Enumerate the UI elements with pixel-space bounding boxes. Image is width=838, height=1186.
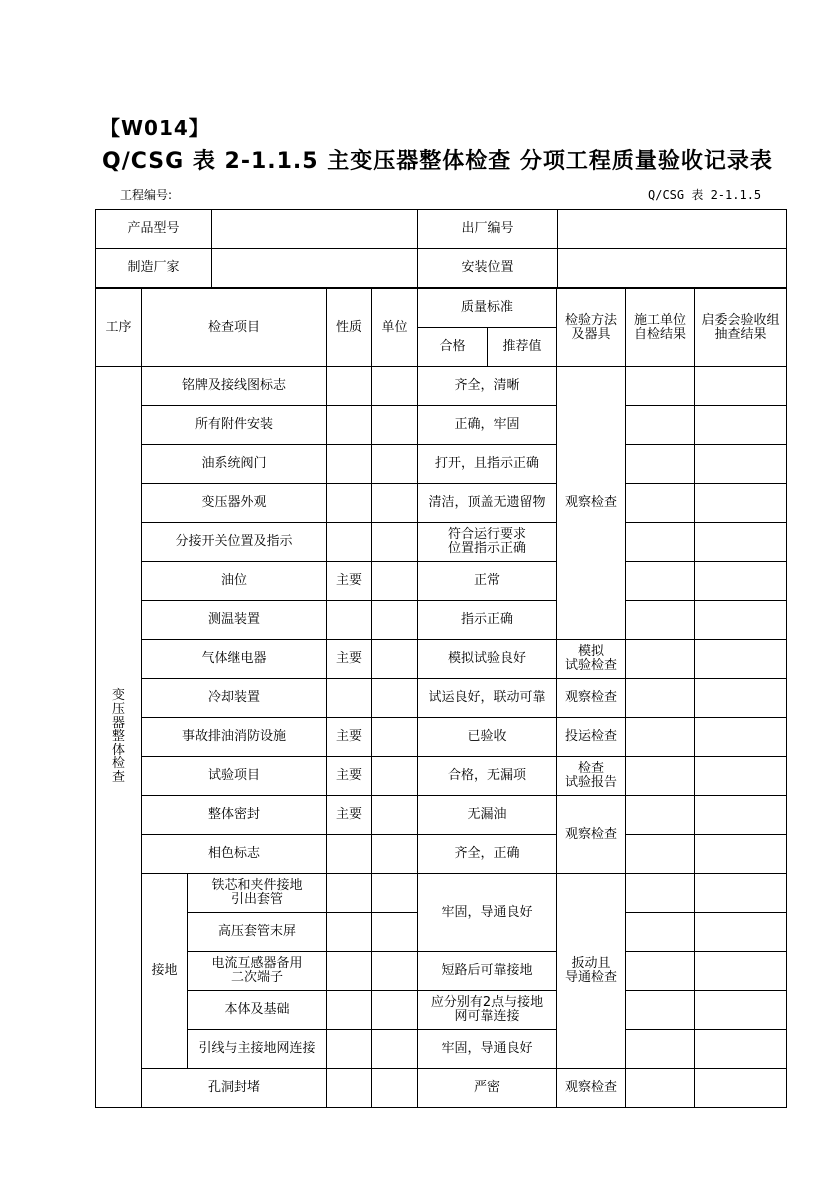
row-nature bbox=[327, 874, 372, 913]
committee-check-cell[interactable] bbox=[695, 484, 787, 523]
committee-check-cell[interactable] bbox=[695, 796, 787, 835]
row-standard: 正常 bbox=[418, 562, 557, 601]
grounding-item: 高压套管末屏 bbox=[188, 913, 327, 952]
header-item: 检查项目 bbox=[142, 289, 327, 367]
self-check-cell[interactable] bbox=[626, 445, 695, 484]
row-standard: 试运良好，联动可靠 bbox=[418, 679, 557, 718]
row-nature bbox=[327, 952, 372, 991]
row-standard: 模拟试验良好 bbox=[418, 640, 557, 679]
row-item: 气体继电器 bbox=[142, 640, 327, 679]
row-item: 相色标志 bbox=[142, 835, 327, 874]
row-item: 试验项目 bbox=[142, 757, 327, 796]
row-standard: 无漏油 bbox=[418, 796, 557, 835]
header-committee-check: 启委会验收组 抽查结果 bbox=[695, 289, 787, 367]
committee-check-cell[interactable] bbox=[695, 835, 787, 874]
row-item: 油位 bbox=[142, 562, 327, 601]
header-process: 工序 bbox=[96, 289, 142, 367]
manufacturer-value[interactable] bbox=[212, 249, 418, 288]
committee-check-cell[interactable] bbox=[695, 562, 787, 601]
committee-check-cell[interactable] bbox=[695, 718, 787, 757]
row-nature bbox=[327, 601, 372, 640]
self-check-cell[interactable] bbox=[626, 913, 695, 952]
committee-check-cell[interactable] bbox=[695, 757, 787, 796]
grounding-label: 接地 bbox=[142, 874, 188, 1069]
committee-check-cell[interactable] bbox=[695, 445, 787, 484]
row-unit[interactable] bbox=[372, 874, 418, 913]
row-item: 整体密封 bbox=[142, 796, 327, 835]
header-unit: 单位 bbox=[372, 289, 418, 367]
grounding-item: 本体及基础 bbox=[188, 991, 327, 1030]
row-unit[interactable] bbox=[372, 640, 418, 679]
self-check-cell[interactable] bbox=[626, 952, 695, 991]
install-location-label: 安装位置 bbox=[418, 249, 558, 288]
row-unit[interactable] bbox=[372, 445, 418, 484]
header-quality-standard: 质量标准 bbox=[418, 289, 557, 328]
method-observe: 观察检查 bbox=[557, 367, 626, 640]
header-recommended: 推荐值 bbox=[488, 328, 557, 367]
row-item: 冷却装置 bbox=[142, 679, 327, 718]
committee-check-cell[interactable] bbox=[695, 913, 787, 952]
row-nature bbox=[327, 679, 372, 718]
row-item: 变压器外观 bbox=[142, 484, 327, 523]
self-check-cell[interactable] bbox=[626, 796, 695, 835]
self-check-cell[interactable] bbox=[626, 757, 695, 796]
row-nature bbox=[327, 1030, 372, 1069]
row-unit[interactable] bbox=[372, 757, 418, 796]
product-model-value[interactable] bbox=[212, 210, 418, 249]
row-item: 孔洞封堵 bbox=[142, 1069, 327, 1108]
row-standard: 打开，且指示正确 bbox=[418, 445, 557, 484]
row-nature bbox=[327, 367, 372, 406]
row-nature bbox=[327, 835, 372, 874]
committee-check-cell[interactable] bbox=[695, 874, 787, 913]
self-check-cell[interactable] bbox=[626, 835, 695, 874]
row-standard: 正确，牢固 bbox=[418, 406, 557, 445]
row-unit[interactable] bbox=[372, 601, 418, 640]
form-reference: Q/CSG 表 2-1.1.5 bbox=[648, 188, 762, 202]
form-code: 【W014】 bbox=[100, 116, 210, 140]
header-method: 检验方法 及器具 bbox=[557, 289, 626, 367]
row-unit[interactable] bbox=[372, 952, 418, 991]
row-item: 所有附件安装 bbox=[142, 406, 327, 445]
committee-check-cell[interactable] bbox=[695, 1030, 787, 1069]
row-nature bbox=[327, 913, 372, 952]
method-observe: 观察检查 bbox=[557, 796, 626, 874]
row-nature: 主要 bbox=[327, 718, 372, 757]
method-simulate: 模拟 试验检查 bbox=[557, 640, 626, 679]
method-run-check: 投运检查 bbox=[557, 718, 626, 757]
method-report: 检查 试验报告 bbox=[557, 757, 626, 796]
row-nature bbox=[327, 1069, 372, 1108]
row-standard: 严密 bbox=[418, 1069, 557, 1108]
row-unit[interactable] bbox=[372, 1069, 418, 1108]
row-unit[interactable] bbox=[372, 835, 418, 874]
row-standard: 符合运行要求 位置指示正确 bbox=[418, 523, 557, 562]
row-standard: 齐全，清晰 bbox=[418, 367, 557, 406]
committee-check-cell[interactable] bbox=[695, 679, 787, 718]
row-standard: 指示正确 bbox=[418, 601, 557, 640]
row-nature: 主要 bbox=[327, 640, 372, 679]
row-unit[interactable] bbox=[372, 523, 418, 562]
self-check-cell[interactable] bbox=[626, 523, 695, 562]
row-unit[interactable] bbox=[372, 991, 418, 1030]
method-vibrate: 扳动且 导通检查 bbox=[557, 874, 626, 1069]
row-item: 分接开关位置及指示 bbox=[142, 523, 327, 562]
row-item: 油系统阀门 bbox=[142, 445, 327, 484]
grounding-item: 电流互感器备用 二次端子 bbox=[188, 952, 327, 991]
row-unit[interactable] bbox=[372, 562, 418, 601]
committee-check-cell[interactable] bbox=[695, 952, 787, 991]
grounding-standard: 应分别有2点与接地 网可靠连接 bbox=[418, 991, 557, 1030]
row-unit[interactable] bbox=[372, 796, 418, 835]
row-nature: 主要 bbox=[327, 796, 372, 835]
row-item: 事故排油消防设施 bbox=[142, 718, 327, 757]
factory-no-label: 出厂编号 bbox=[418, 210, 558, 249]
row-standard: 已验收 bbox=[418, 718, 557, 757]
row-nature bbox=[327, 406, 372, 445]
product-model-label: 产品型号 bbox=[96, 210, 212, 249]
method-observe: 观察检查 bbox=[557, 679, 626, 718]
self-check-cell[interactable] bbox=[626, 484, 695, 523]
row-nature bbox=[327, 523, 372, 562]
row-nature bbox=[327, 991, 372, 1030]
committee-check-cell[interactable] bbox=[695, 640, 787, 679]
self-check-cell[interactable] bbox=[626, 874, 695, 913]
row-unit[interactable] bbox=[372, 913, 418, 952]
header-self-check: 施工单位 自检结果 bbox=[626, 289, 695, 367]
row-nature: 主要 bbox=[327, 562, 372, 601]
factory-no-value[interactable] bbox=[558, 210, 787, 249]
row-item: 测温装置 bbox=[142, 601, 327, 640]
self-check-cell[interactable] bbox=[626, 1069, 695, 1108]
row-unit[interactable] bbox=[372, 679, 418, 718]
self-check-cell[interactable] bbox=[626, 562, 695, 601]
self-check-cell[interactable] bbox=[626, 640, 695, 679]
row-nature bbox=[327, 484, 372, 523]
row-nature bbox=[327, 445, 372, 484]
header-nature: 性质 bbox=[327, 289, 372, 367]
product-info-table bbox=[95, 209, 787, 288]
row-unit[interactable] bbox=[372, 367, 418, 406]
method-observe: 观察检查 bbox=[557, 1069, 626, 1108]
grounding-item: 引线与主接地网连接 bbox=[188, 1030, 327, 1069]
self-check-cell[interactable] bbox=[626, 991, 695, 1030]
committee-check-cell[interactable] bbox=[695, 601, 787, 640]
self-check-cell[interactable] bbox=[626, 718, 695, 757]
inspection-table bbox=[95, 288, 787, 1108]
header-pass: 合格 bbox=[418, 328, 488, 367]
row-nature: 主要 bbox=[327, 757, 372, 796]
row-unit[interactable] bbox=[372, 484, 418, 523]
install-location-value[interactable] bbox=[558, 249, 787, 288]
grounding-standard: 短路后可靠接地 bbox=[418, 952, 557, 991]
row-unit[interactable] bbox=[372, 406, 418, 445]
process-cell: 变 压 器 整 体 检 查 bbox=[96, 367, 142, 1108]
self-check-cell[interactable] bbox=[626, 406, 695, 445]
self-check-cell[interactable] bbox=[626, 367, 695, 406]
row-standard: 齐全，正确 bbox=[418, 835, 557, 874]
grounding-item: 铁芯和夹件接地 引出套管 bbox=[188, 874, 327, 913]
self-check-cell[interactable] bbox=[626, 679, 695, 718]
grounding-standard: 牢固，导通良好 bbox=[418, 874, 557, 952]
self-check-cell[interactable] bbox=[626, 1030, 695, 1069]
row-standard: 合格，无漏项 bbox=[418, 757, 557, 796]
manufacturer-label: 制造厂家 bbox=[96, 249, 212, 288]
row-unit[interactable] bbox=[372, 718, 418, 757]
committee-check-cell[interactable] bbox=[695, 367, 787, 406]
project-no-label: 工程编号: bbox=[120, 188, 173, 202]
self-check-cell[interactable] bbox=[626, 601, 695, 640]
row-unit[interactable] bbox=[372, 1030, 418, 1069]
row-item: 铭牌及接线图标志 bbox=[142, 367, 327, 406]
committee-check-cell[interactable] bbox=[695, 523, 787, 562]
row-standard: 清洁，顶盖无遗留物 bbox=[418, 484, 557, 523]
committee-check-cell[interactable] bbox=[695, 406, 787, 445]
grounding-standard: 牢固，导通良好 bbox=[418, 1030, 557, 1069]
page-title: Q/CSG 表 2-1.1.5 主变压器整体检查 分项工程质量验收记录表 bbox=[102, 149, 773, 174]
committee-check-cell[interactable] bbox=[695, 1069, 787, 1108]
committee-check-cell[interactable] bbox=[695, 991, 787, 1030]
